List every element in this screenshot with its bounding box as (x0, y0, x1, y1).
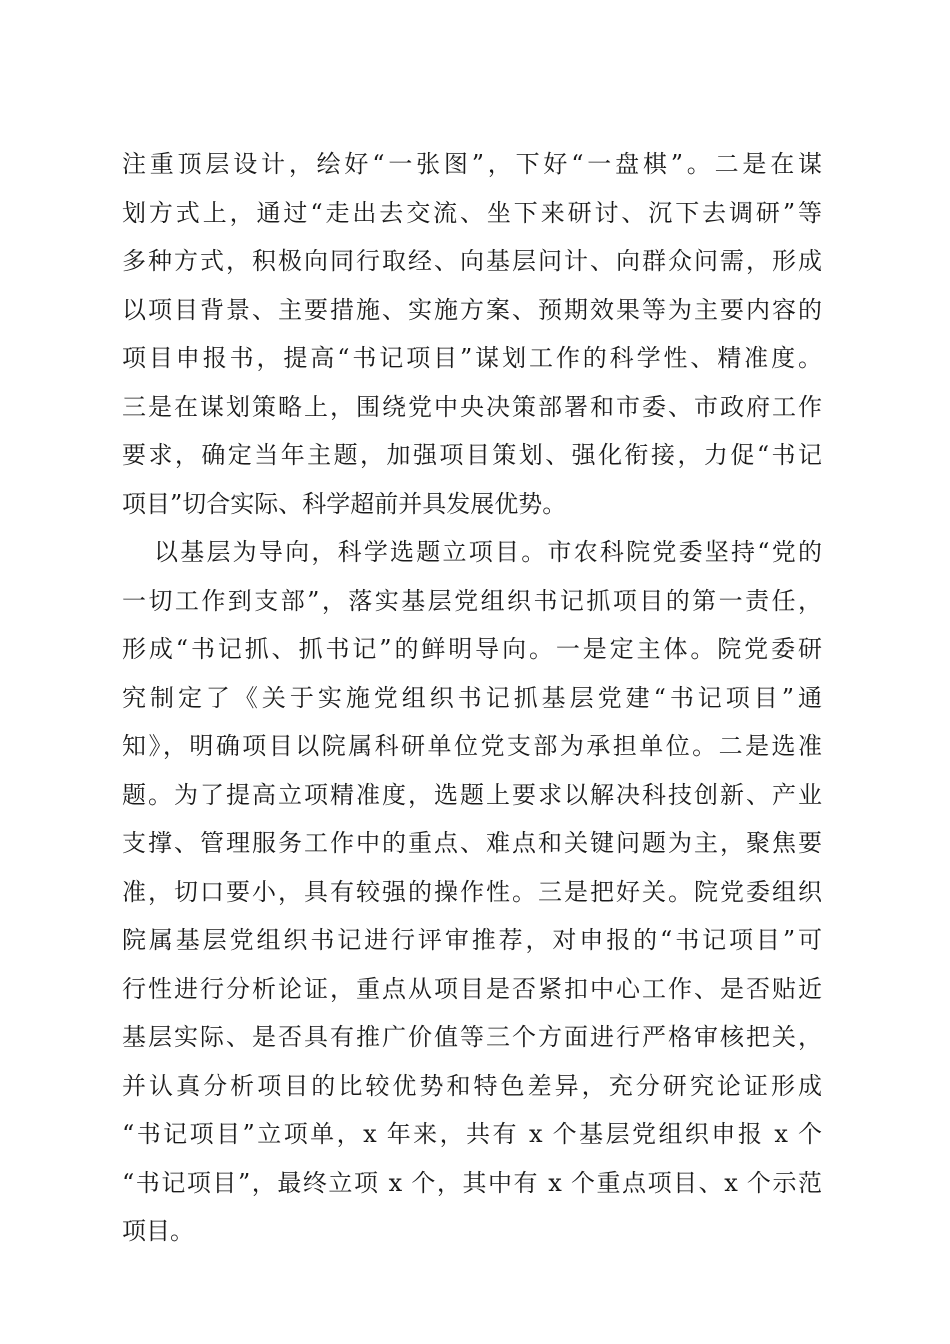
text-line: 形成“书记抓、抓书记”的鲜明导向。一是定主体。院党委研 (122, 635, 822, 663)
text-line: 项目”切合实际、科学超前并具发展优势。 (122, 489, 567, 518)
text-line: 一切工作到支部”，落实基层党组织书记抓项目的第一责任， (122, 586, 822, 615)
text-line: 要求，确定当年主题，加强项目策划、强化衔接，力促“书记 (122, 441, 822, 469)
text-line: 划方式上，通过“走出去交流、坐下来研讨、沉下去调研”等 (122, 198, 822, 227)
text-line: 项目申报书，提高“书记项目”谋划工作的科学性、精准度。 (122, 344, 822, 372)
text-line: 三是在谋划策略上，围绕党中央决策部署和市委、市政府工作 (122, 392, 822, 421)
text-line: 行性进行分析论证，重点从项目是否紧扣中心工作、是否贴近 (122, 974, 822, 1003)
text-line: 注重顶层设计，绘好“一张图”，下好“一盘棋”。二是在谋 (122, 150, 822, 178)
text-line: 究制定了《关于实施党组织书记抓基层党建“书记项目”通 (122, 683, 822, 712)
text-line: 多种方式，积极向同行取经、向基层问计、向群众问需，形成 (122, 247, 822, 275)
text-line: “书记项目”立项单，x 年来，共有 x 个基层党组织申报 x 个 (122, 1120, 822, 1148)
text-line: 并认真分析项目的比较优势和特色差异，充分研究论证形成 (122, 1071, 822, 1100)
text-line: “书记项目”，最终立项 x 个，其中有 x 个重点项目、x 个示范 (122, 1168, 822, 1197)
body-text (122, 140, 822, 1256)
text-line: 知》，明确项目以院属科研单位党支部为承担单位。二是选准 (122, 732, 822, 760)
text-line: 以基层为导向，科学选题立项目。市农科院党委坚持“党的 (154, 538, 822, 566)
text-line: 以项目背景、主要措施、实施方案、预期效果等为主要内容的 (122, 295, 822, 324)
text-line: 基层实际、是否具有推广价值等三个方面进行严格审核把关， (122, 1023, 822, 1051)
text-line: 题。为了提高立项精准度，选题上要求以解决科技创新、产业 (122, 780, 822, 809)
text-line: 项目。 (122, 1217, 194, 1245)
text-line: 支撑、管理服务工作中的重点、难点和关键问题为主，聚焦要 (122, 829, 822, 857)
text-line: 院属基层党组织书记进行评审推荐，对申报的“书记项目”可 (122, 926, 822, 954)
text-line: 准，切口要小，具有较强的操作性。三是把好关。院党委组织 (122, 877, 822, 906)
